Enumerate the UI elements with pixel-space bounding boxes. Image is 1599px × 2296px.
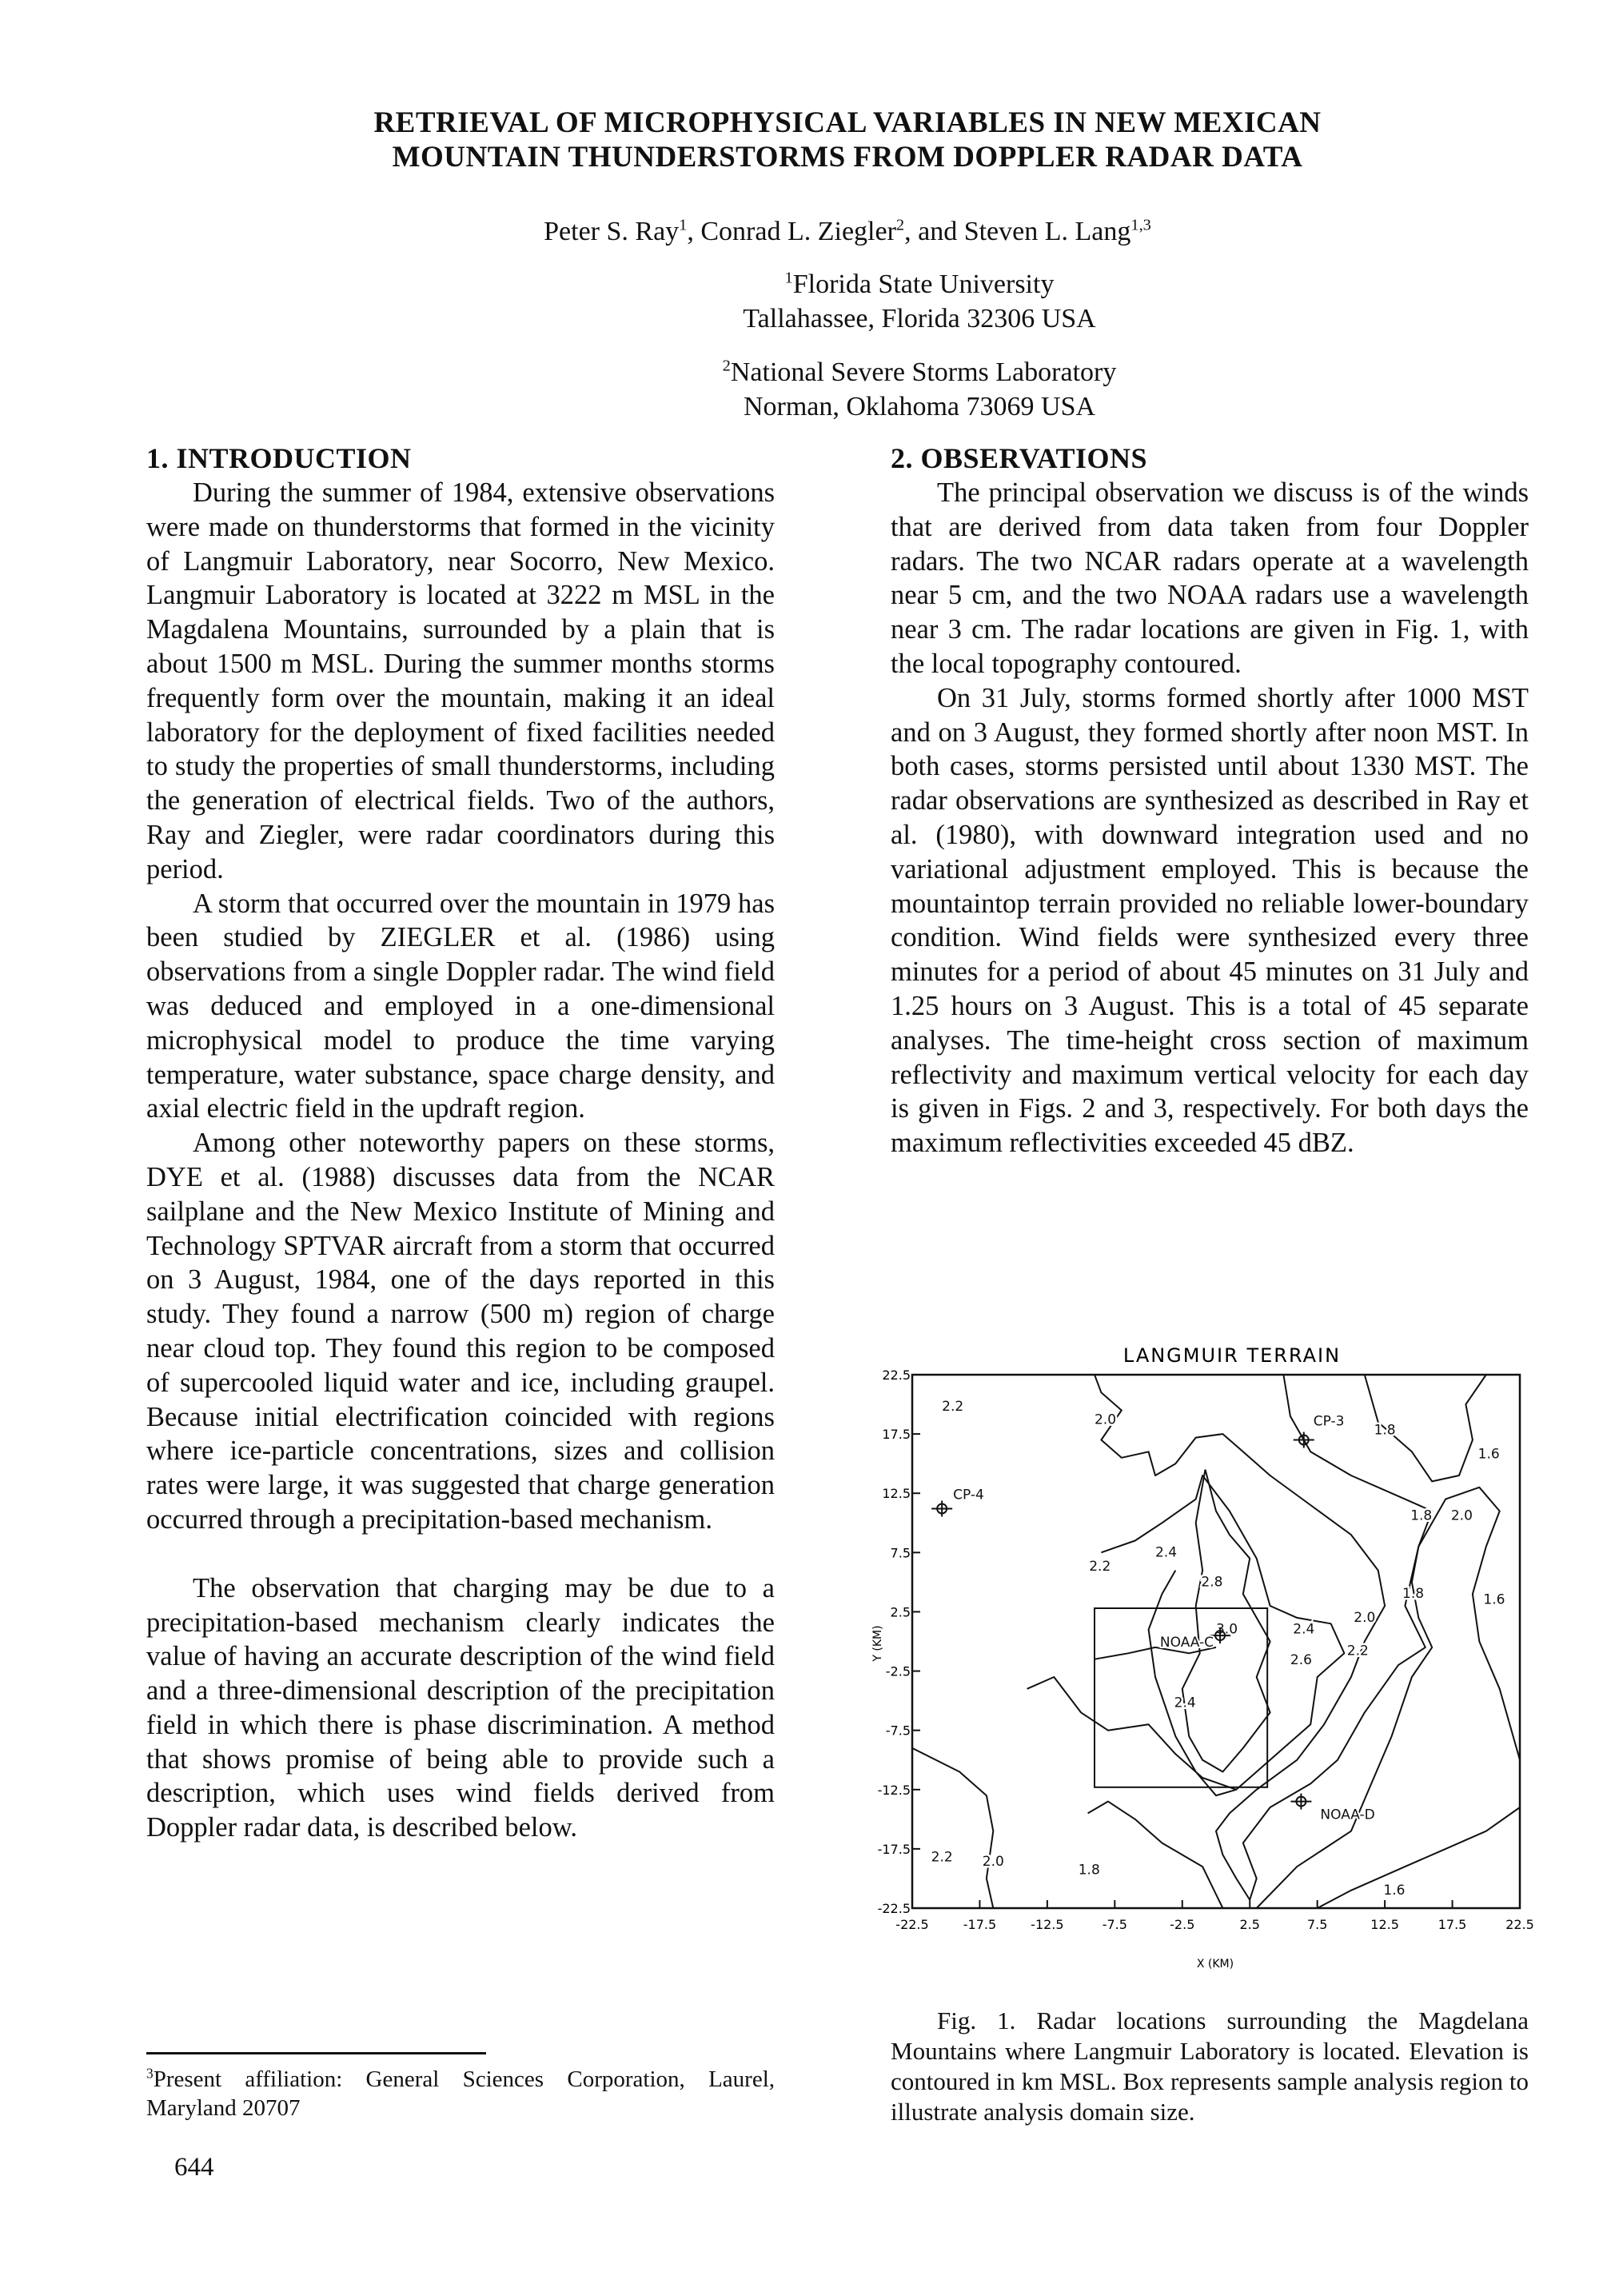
author-name: Steven L. Lang bbox=[963, 217, 1131, 246]
y-tick-label: -22.5 bbox=[877, 1901, 911, 1916]
contour-label: 1.6 bbox=[1477, 1446, 1500, 1463]
radar-marker-noaa-d bbox=[1290, 1794, 1374, 1823]
paragraph: On 31 July, storms formed shortly after 1000 MST and on 3 August, they formed shortly after noon MST. In both cases, storms persisted until about 1330 MST. The radar observations are synthesized as described in Ray et al. (1980), with downward integration used and no variational adjustment employed. This is because the mountaintop terrain provided no reliable lower-boundary condition. Wind fields were synthesized every three minutes for a period of about 45 minutes on 31 July and 1.25 hours on 3 August. This is a total of 45 separate analyses. The time-height cross section of maximum reflectivity and maximum vertical velocity for each day is given in Figs. 2 and 3, respectively. For both days the maximum reflectivities exceeded 45 dBZ. bbox=[891, 682, 1529, 1159]
x-axis-ticks bbox=[895, 1900, 1534, 1932]
x-tick-label: 12.5 bbox=[1370, 1917, 1399, 1932]
contour-label: 3.0 bbox=[1215, 1621, 1238, 1638]
radar-marker-cp-3 bbox=[1294, 1414, 1345, 1448]
contour-label: 2.2 bbox=[1089, 1559, 1111, 1575]
y-tick-label: 22.5 bbox=[882, 1368, 911, 1383]
paragraph: The observation that charging may be due to a precipitation-based mechanism clearly indicates the value of having an accurate description of the wind field and a three-dimensional description of the precipitation field in which there is phase discrimination. A method that shows promise of being able to provide such a description, which uses wind fields derived from Doppler radar data, is described below. bbox=[146, 1572, 775, 1843]
affiliation-sup: 1 bbox=[784, 269, 793, 287]
y-tick-label: 2.5 bbox=[890, 1604, 911, 1620]
affiliation-sup: 2 bbox=[722, 357, 731, 375]
contour-line bbox=[1088, 1802, 1223, 1908]
caption-text: Fig. 1. Radar locations surrounding the Magdelana Mountains where Langmuir Laboratory is located. Elevation is contoured in km MSL. Box represents sample analysis region to illustrate analysis domain size. bbox=[891, 2007, 1529, 2126]
contour-label: 1.6 bbox=[1483, 1591, 1505, 1608]
radar-marker-noaa-c bbox=[1160, 1627, 1230, 1651]
radar-label: CP-4 bbox=[953, 1487, 984, 1503]
x-tick-label: -17.5 bbox=[963, 1917, 997, 1932]
y-tick-label: 7.5 bbox=[890, 1545, 911, 1561]
radar-marker-cp-4 bbox=[931, 1487, 984, 1516]
footnote-text: Present affiliation: General Sciences Corporation, Laurel, Maryland 20707 bbox=[146, 2066, 775, 2121]
x-tick-label: -7.5 bbox=[1102, 1917, 1127, 1932]
radar-label: NOAA-D bbox=[1320, 1807, 1375, 1823]
contour-label: 1.8 bbox=[1410, 1507, 1433, 1524]
x-tick-label: -2.5 bbox=[1170, 1917, 1195, 1932]
contour-lines bbox=[912, 1375, 1520, 1908]
chart-title: LANGMUIR TERRAIN bbox=[1122, 1344, 1342, 1367]
contour-label: 2.0 bbox=[1450, 1507, 1473, 1524]
y-tick-label: -7.5 bbox=[885, 1723, 911, 1739]
y-axis-label: Y (KM) bbox=[871, 1625, 884, 1662]
author-name: Peter S. Ray bbox=[544, 217, 680, 246]
contour-line bbox=[1027, 1677, 1237, 1790]
affiliation-line: Norman, Oklahoma 73069 USA bbox=[743, 392, 1096, 421]
affiliation-line: National Severe Storms Laboratory bbox=[730, 357, 1117, 387]
author-sup: 1 bbox=[679, 216, 688, 234]
section-observations bbox=[891, 441, 1529, 1160]
contour-labels bbox=[931, 1399, 1505, 1899]
x-tick-label: -22.5 bbox=[895, 1917, 929, 1932]
contour-line bbox=[1182, 1470, 1270, 1772]
footnote-sup: 3 bbox=[146, 2065, 154, 2082]
section-heading: 2. OBSERVATIONS bbox=[891, 442, 1148, 474]
section-heading: 1. INTRODUCTION bbox=[146, 442, 412, 474]
affiliation-1 bbox=[480, 267, 1359, 336]
contour-line bbox=[1257, 1375, 1433, 1908]
figure-langmuir-terrain bbox=[863, 1328, 1567, 1983]
author-sep: , and bbox=[904, 217, 964, 246]
contour-label: 2.4 bbox=[1293, 1621, 1315, 1638]
radar-label: NOAA-C bbox=[1159, 1635, 1214, 1651]
x-tick-label: 7.5 bbox=[1306, 1917, 1328, 1932]
x-tick-label: 2.5 bbox=[1239, 1917, 1260, 1932]
contour-label: 2.6 bbox=[1290, 1652, 1312, 1669]
x-axis-label: X (KM) bbox=[1196, 1958, 1234, 1971]
contour-label: 2.2 bbox=[1346, 1643, 1369, 1659]
y-tick-label: 12.5 bbox=[882, 1486, 911, 1502]
footnote-rule bbox=[146, 2052, 486, 2054]
contour-label: 1.8 bbox=[1374, 1422, 1396, 1439]
contour-label: 2.8 bbox=[1201, 1574, 1223, 1591]
affiliation-line: Tallahassee, Florida 32306 USA bbox=[743, 304, 1096, 333]
radar-label: CP-3 bbox=[1313, 1413, 1345, 1430]
author-name: Conrad L. Ziegler bbox=[700, 217, 896, 246]
footnote bbox=[146, 2065, 775, 2122]
paragraph: A storm that occurred over the mountain in 1979 has been studied by ZIEGLER et al. (1986) using observations from a single Doppler radar. The wind field was deduced and employed in a one-dimensional microphysical model to produce the time varying temperature, water substance, space charge density, and axial electric field in the updraft region. bbox=[146, 888, 775, 1124]
author-sup: 1,3 bbox=[1130, 216, 1151, 234]
contour-label: 2.0 bbox=[1094, 1412, 1117, 1428]
x-tick-label: 17.5 bbox=[1438, 1917, 1467, 1932]
paragraph: Among other noteworthy papers on these storms, DYE et al. (1988) discusses data from the NCAR sailplane and the New Mexico Institute of Mining and Technology SPTVAR aircraft from a storm that occurred on 3 August, 1984, one of the days reported in this study. They found a narrow (500 m) region of charge near cloud top. They found this region to be composed of supercooled liquid water and ice, including graupel. Because initial electrification coincided with regions where ice-particle concentrations, sizes and collision rates were large, it was suggested that charge generation occurred through a precipitation-based mechanism. bbox=[146, 1128, 775, 1535]
paragraph: The principal observation we discuss is of the winds that are derived from data taken from four Doppler radars. The two NCAR radars operate at a wavelength near 5 cm, and the two NOAA radars use a wavelength near 3 cm. The radar locations are given in Fig. 1, with the local topography contoured. bbox=[891, 477, 1529, 679]
contour-label: 2.2 bbox=[931, 1849, 953, 1866]
section-introduction bbox=[146, 441, 775, 1845]
contour-label: 2.0 bbox=[982, 1854, 1004, 1871]
page-number: 644 bbox=[174, 2153, 214, 2182]
y-tick-label: -2.5 bbox=[885, 1663, 911, 1679]
contour-label: 1.6 bbox=[1383, 1882, 1406, 1899]
title-line-2: MOUNTAIN THUNDERSTORMS FROM DOPPLER RADAR DATA bbox=[392, 141, 1303, 174]
paper-title bbox=[160, 106, 1535, 174]
contour-label: 1.8 bbox=[1402, 1586, 1425, 1603]
contour-label: 2.4 bbox=[1154, 1544, 1178, 1561]
contour-label: 2.2 bbox=[942, 1399, 964, 1416]
author-sep: , bbox=[687, 217, 701, 246]
x-tick-label: -12.5 bbox=[1031, 1917, 1064, 1932]
y-tick-label: -12.5 bbox=[877, 1782, 911, 1798]
affiliation-line: Florida State University bbox=[792, 270, 1055, 299]
contour-line bbox=[912, 1748, 993, 1908]
y-tick-label: -17.5 bbox=[877, 1841, 911, 1857]
title-line-1: RETRIEVAL OF MICROPHYSICAL VARIABLES IN NEW MEXICAN bbox=[373, 106, 1322, 139]
contour-label: 2.4 bbox=[1174, 1695, 1196, 1711]
contour-label: 1.8 bbox=[1078, 1862, 1100, 1879]
affiliation-2 bbox=[480, 355, 1359, 424]
contour-label: 2.0 bbox=[1354, 1609, 1376, 1626]
figure-caption bbox=[891, 2006, 1529, 2127]
author-list bbox=[160, 214, 1535, 249]
author-sup: 2 bbox=[895, 216, 905, 234]
x-tick-label: 22.5 bbox=[1505, 1917, 1534, 1932]
paragraph: During the summer of 1984, extensive observations were made on thunderstorms that formed in the vicinity of Langmuir Laboratory, near Socorro, New Mexico. Langmuir Laboratory is located at 3222 m MSL in the Magdalena Mountains, surrounded by a plain that is about 1500 m MSL. During the summer months storms frequently form over the mountain, making it an ideal laboratory for the deployment of fixed facilities needed to study the properties of small thunderstorms, including the generation of electrical fields. Two of the authors, Ray and Ziegler, were radar coordinators during this period. bbox=[146, 477, 775, 884]
y-tick-label: 17.5 bbox=[882, 1427, 911, 1443]
